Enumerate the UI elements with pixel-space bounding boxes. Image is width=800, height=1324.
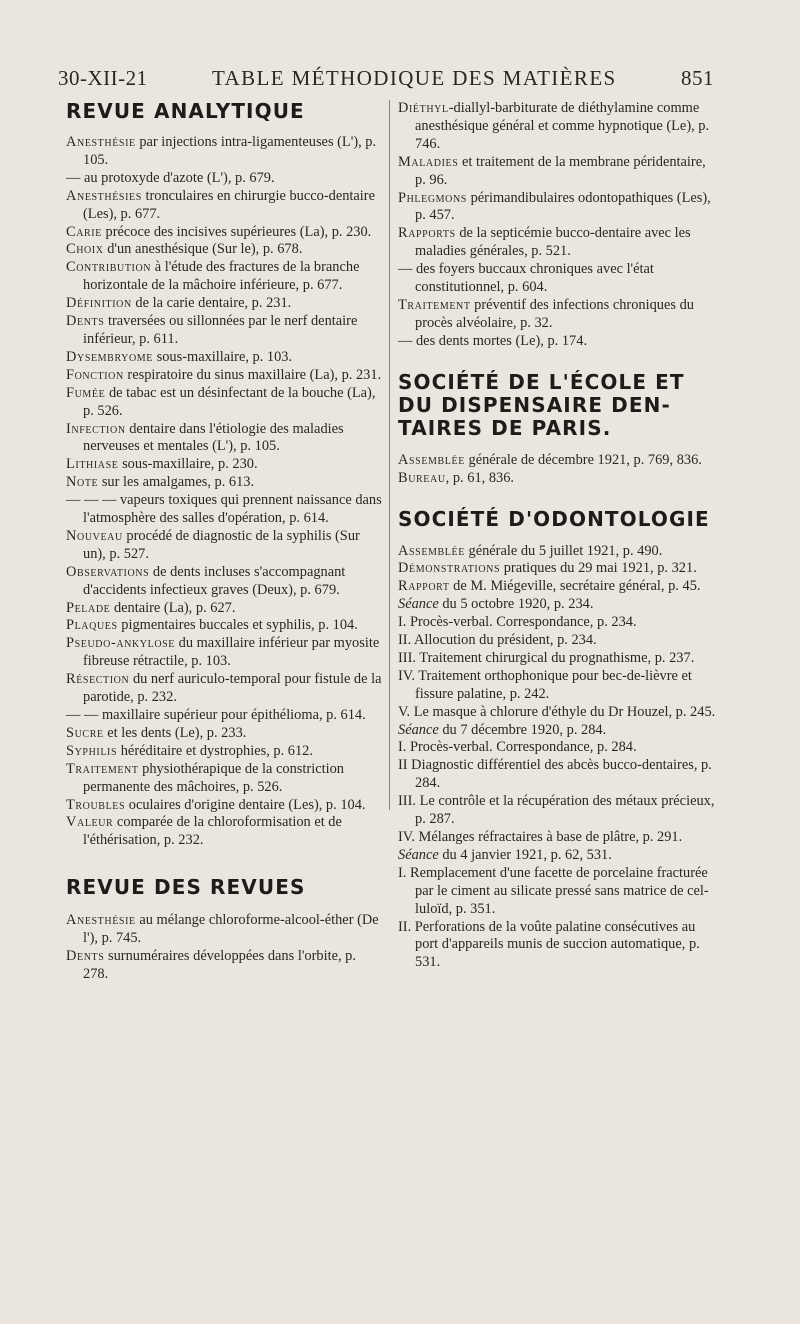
index-entry [398, 847, 716, 865]
index-entry [66, 349, 382, 367]
index-entry [398, 829, 716, 847]
entry-text: du 7 décembre 1920, p. 284. [438, 721, 607, 738]
entry-text: — des foyers buccaux chroniques avec l'état constitutionnel, p. 604. [398, 261, 654, 296]
index-entry [66, 456, 382, 474]
entry-keyword: Carie [66, 223, 102, 240]
entry-text: I. Procès-verbal. Correspondance, p. 284. [398, 739, 637, 756]
index-entry [398, 865, 716, 919]
index-entry [398, 297, 716, 333]
entry-keyword: Observations [66, 563, 150, 580]
index-entry [66, 948, 382, 984]
index-entry [66, 635, 382, 671]
entry-text: — des dents mortes (Le), p. 174. [398, 332, 588, 349]
entry-text: de tabac est un désinfectant de la bouche (La), p. 526. [83, 384, 376, 419]
entry-text: de la carie dentaire, p. 231. [131, 295, 292, 312]
entry-keyword: Valeur [66, 814, 114, 831]
entry-keyword: Assemblée [398, 542, 465, 559]
section-title-revue-des-revues: REVUE DES REVUES [66, 875, 306, 900]
entry-text: périmandibulaires odontopathiques (Les), p. 457. [415, 189, 711, 224]
index-entry [66, 295, 382, 313]
entry-text: d'un anesthésique (Sur le), p. 678. [103, 241, 303, 258]
entry-text: pigmentaires buccales et syphilis, p. 104. [117, 617, 358, 634]
entry-text: I. Procès-verbal. Correspondance, p. 234. [398, 614, 637, 631]
entry-keyword: Dysembryome [66, 348, 154, 365]
index-entry [398, 614, 716, 632]
index-entry [398, 100, 716, 154]
entry-text: dentaire (La), p. 627. [110, 599, 236, 616]
index-entry [398, 560, 716, 578]
entry-text: sur les amalgames, p. 613. [98, 474, 255, 491]
section-title-societe-odontologie: SOCIÉTÉ D'ODONTOLOGIE [398, 506, 710, 531]
index-entry [66, 564, 382, 600]
index-entry [66, 385, 382, 421]
index-entry [398, 704, 716, 722]
entry-text: de M. Miégeville, secrétaire général, p. 45. [449, 578, 701, 595]
entry-keyword: Phlegmons [398, 189, 467, 206]
entry-text: , p. 61, 836. [445, 469, 515, 486]
entry-text: III. Le contrôle et la récupération des métaux précieux, p. 287. [398, 793, 715, 828]
index-entry [398, 722, 716, 740]
index-entry [398, 739, 716, 757]
entry-text: I. Remplacement d'une facette de porcelaine fracturée par le ciment au silicate pressé sans matrice de celluloïd, p. 351. [398, 864, 709, 917]
entry-text: -diallyl-barbiturate de diéthylamine comme anesthésique général et comme hypnotique (Le), p. 746. [415, 100, 710, 152]
index-entry [66, 725, 382, 743]
entry-keyword: Démonstrations [398, 560, 501, 577]
entry-text: — — — vapeurs toxiques qui prennent naissance dans l'atmosphère des salles d'opération, p. 614. [66, 492, 382, 527]
entry-keyword: Maladies [398, 153, 459, 170]
index-entry [66, 474, 382, 492]
entry-keyword: Anesthésie [66, 134, 136, 150]
index-entry [398, 578, 716, 596]
index-entry [398, 632, 716, 650]
index-entry [66, 707, 382, 725]
index-entry [66, 761, 382, 797]
index-entry [66, 814, 382, 850]
index-entry [66, 617, 382, 635]
index-entry [398, 596, 716, 614]
index-entry [398, 793, 716, 829]
entry-text: III. Traitement chirurgical du prognathisme, p. 237. [398, 649, 695, 666]
entry-keyword: Définition [66, 295, 132, 312]
section-list [398, 100, 716, 351]
column-divider [389, 100, 390, 810]
index-entry [66, 797, 382, 815]
entry-keyword: Dents [66, 313, 105, 330]
page-number: 851 [680, 66, 714, 90]
entry-text: II Diagnostic différentiel des abcès bucco-dentaires, p. 284. [398, 757, 712, 792]
index-entry [66, 492, 382, 528]
entry-text: — — maxillaire supérieur pour épithélioma, p. 614. [66, 707, 366, 723]
entry-text: IV. Mélanges réfractaires à base de plâtre, p. 291. [398, 829, 683, 845]
right-column [398, 100, 716, 972]
entry-text: générale du 5 juillet 1921, p. 490. [464, 542, 663, 559]
index-entry [398, 261, 716, 297]
running-header [58, 66, 714, 91]
entry-session-label: Séance [398, 596, 439, 613]
entry-keyword: Infection [66, 420, 126, 437]
entry-keyword: Rapports [398, 225, 456, 242]
entry-text: V. Le masque à chlorure d'éthyle du Dr Houzel, p. 245. [398, 703, 716, 720]
entry-keyword: Résection [66, 671, 130, 688]
entry-text: pratiques du 29 mai 1921, p. 321. [500, 560, 697, 577]
entry-text: comparée de la chloroformisation et de l'éthérisation, p. 232. [83, 814, 342, 849]
entry-keyword: Traitement [66, 760, 139, 777]
entry-text: de la septicémie bucco-dentaire avec les maladies générales, p. 521. [415, 225, 691, 260]
left-column [66, 100, 382, 984]
section-list [398, 452, 716, 488]
index-entry [398, 333, 716, 351]
entry-text: respiratoire du sinus maxillaire (La), p. 231. [123, 366, 382, 383]
entry-keyword: Diéthyl [398, 100, 449, 116]
entry-text: surnuméraires développées dans l'orbite, p. 278. [83, 948, 356, 982]
entry-text: oculaires d'origine dentaire (Les), p. 104. [125, 796, 366, 813]
entry-text: II. Perforations de la voûte palatine consécutives au port d'appareils munis de succion automatique, p. 531. [398, 918, 700, 971]
entry-keyword: Dents [66, 948, 105, 965]
entry-keyword: Fumée [66, 384, 106, 401]
entry-text: traversées ou sillonnées par le nerf dentaire inférieur, p. 611. [83, 313, 358, 347]
entry-session-label: Séance [398, 846, 439, 863]
entry-text: préventif des infections chroniques du procès alvéolaire, p. 32. [415, 296, 694, 331]
index-entry [398, 154, 716, 190]
index-entry [398, 757, 716, 793]
entry-text: de dents incluses s'accompagnant d'accidents infectieux graves (Deux), p. 679. [83, 563, 346, 598]
section-list [66, 912, 382, 984]
index-entry [66, 224, 382, 242]
entry-keyword: Assemblée [398, 451, 465, 468]
entry-text: du maxillaire inférieur par myosite fibreuse rétractile, p. 103. [83, 635, 380, 670]
entry-text: — au protoxyde d'azote (L'), p. 679. [66, 169, 275, 186]
index-entry [66, 743, 382, 761]
entry-keyword: Bureau [398, 469, 446, 486]
index-entry [66, 134, 382, 170]
index-entry [66, 671, 382, 707]
index-entry [398, 543, 716, 561]
entry-text: II. Allocution du président, p. 234. [398, 632, 597, 649]
section-list [398, 543, 716, 973]
entry-keyword: Syphilis [66, 742, 118, 759]
entry-keyword: Contribution [66, 259, 152, 276]
entry-text: au mélange chloroforme-alcool-éther (De l'), p. 745. [83, 912, 379, 947]
entry-text: dentaire dans l'étiologie des maladies nerveuses et mentales (L'), p. 105. [83, 420, 344, 455]
index-entry [66, 421, 382, 457]
entry-keyword: Plaques [66, 617, 118, 634]
index-entry [66, 367, 382, 385]
index-entry [66, 170, 382, 188]
entry-text: procédé de diagnostic de la syphilis (Sur un), p. 527. [83, 527, 360, 562]
index-entry [398, 190, 716, 226]
index-entry [398, 650, 716, 668]
section-list [66, 134, 382, 850]
entry-text: tronculaires en chirurgie bucco-dentaire (Les), p. 677. [83, 187, 375, 222]
header-date: 30-XII-21 [58, 66, 148, 90]
section-title-societe-ecole: SOCIÉTÉ DE L'ÉCOLE ET DU DISPENSAIRE DENTAIRES DE PARIS. [398, 369, 685, 440]
entry-text: du nerf auriculo-temporal pour fistule de la parotide, p. 232. [83, 671, 382, 706]
index-entry [66, 259, 382, 295]
index-entry [398, 470, 716, 488]
index-entry [66, 600, 382, 618]
entry-keyword: Note [66, 474, 99, 491]
entry-keyword: Pseudo-ankylose [66, 635, 176, 652]
entry-keyword: Rapport [398, 578, 450, 595]
entry-keyword: Pelade [66, 599, 111, 616]
index-entry [66, 313, 382, 349]
entry-keyword: Troubles [66, 796, 126, 813]
index-entry [66, 241, 382, 259]
entry-keyword: Nouveau [66, 527, 123, 544]
entry-text: du 5 octobre 1920, p. 234. [438, 596, 594, 613]
index-entry [398, 668, 716, 704]
section-title-revue-analytique: REVUE ANALYTIQUE [66, 99, 305, 123]
entry-keyword: Traitement [398, 296, 471, 313]
entry-keyword: Fonction [66, 366, 124, 383]
entry-keyword: Lithiase [66, 456, 119, 473]
entry-text: sous-maxillaire, p. 103. [153, 348, 293, 365]
entry-text: générale de décembre 1921, p. 769, 836. [464, 451, 702, 468]
entry-keyword: Anesthésies [66, 187, 142, 204]
index-entry [398, 225, 716, 261]
entry-text: sous-maxillaire, p. 230. [118, 456, 258, 473]
entry-text: par injections intra-ligamenteuses (L'), p. 105. [83, 134, 377, 168]
entry-text: à l'étude des fractures de la branche horizontale de la mâchoire inférieure, p. 677. [83, 259, 360, 294]
index-entry [398, 452, 716, 470]
header-title: TABLE MÉTHODIQUE DES MATIÈRES [211, 66, 617, 90]
entry-keyword: Sucre [66, 724, 104, 741]
entry-text: IV. Traitement orthophonique pour bec-de-lièvre et fissure palatine, p. 242. [398, 667, 692, 702]
entry-text: physiothérapique de la constriction permanente des mâchoires, p. 526. [83, 760, 344, 795]
entry-text: héréditaire et dystrophies, p. 612. [117, 742, 313, 759]
index-entry [66, 528, 382, 564]
entry-text: et les dents (Le), p. 233. [103, 724, 247, 741]
index-entry [66, 188, 382, 224]
entry-keyword: Anesthésie [66, 912, 136, 929]
entry-session-label: Séance [398, 721, 439, 738]
entry-text: précoce des incisives supérieures (La), p. 230. [101, 223, 372, 240]
index-entry [398, 919, 716, 973]
entry-keyword: Choix [66, 241, 104, 258]
entry-text: du 4 janvier 1921, p. 62, 531. [438, 846, 612, 863]
index-entry [66, 912, 382, 948]
entry-text: et traitement de la membrane péridentaire, p. 96. [415, 153, 706, 188]
